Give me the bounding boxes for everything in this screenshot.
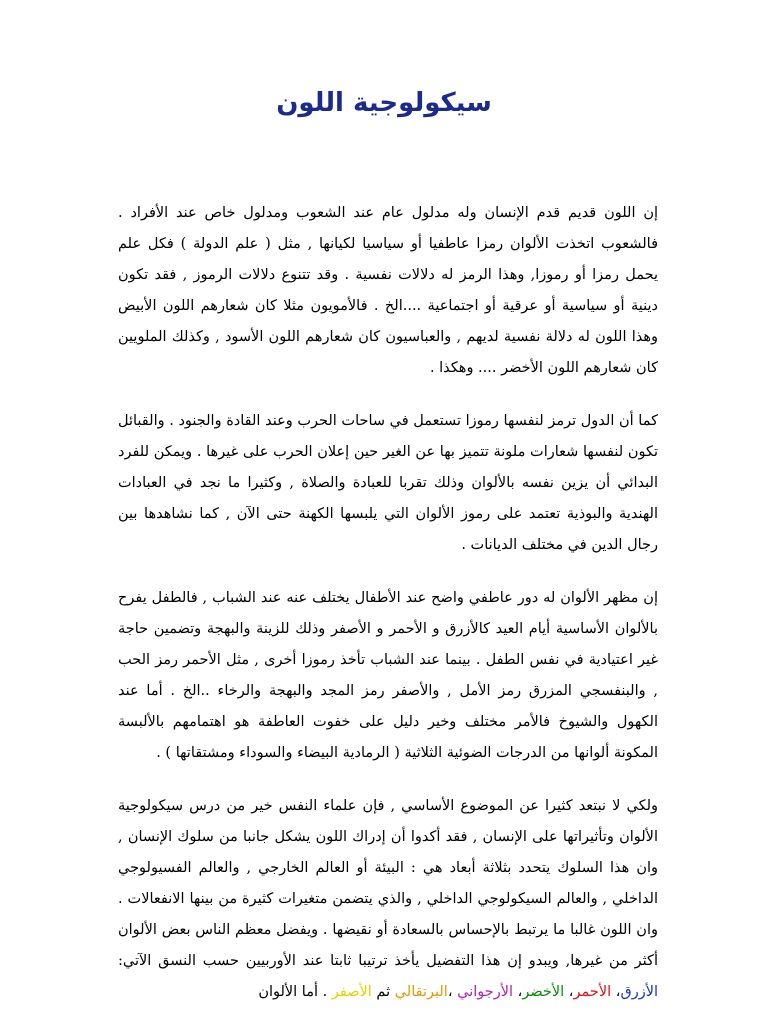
paragraph-4-tail: . أما الألوان	[258, 984, 332, 1000]
paragraph-1: إن اللون قديم قدم الإنسان وله مدلول عام عند الشعوب ومدلول خاص عند الأفراد . فالشعوب اتخذت الألوان رمزا عاطفيا أو سياسيا لكيانها , مثل ( علم الدولة ) فكل علم يحمل رمزا أو رموزا, وهذا الرمز له دلالات نفسية . وقد تتنوع دلالات الرموز , فقد تكون دينية أو سياسية أو عرقية أو اجتماعية ....الخ . فالأمويون مثلا كان شعارهم اللون الأبيض وهذا اللون له دلالة نفسية لديهم , والعباسيون كان شعارهم اللون الأسود , وكذلك الملويين كان شعارهم اللون الأخضر .... وهكذا .	[118, 205, 658, 376]
color-word-orange: البرتقالي	[394, 984, 448, 1000]
paragraph-3: إن مظهر الألوان له دور عاطفي واضح عند الأطفال يختلف عنه عند الشباب , فالطفل يفرح بالألوان الأساسية أيام العيد كالأزرق و الأحمر و الأصفر وذلك للزينة والبهجة وتضمين حاجة غير اعتيادية في نفس الطفل . بينما عند الشباب تأخذ رموزا أخرى , مثل الأحمر رمز الحب , والبنفسجي المزرق رمز الأمل , والأصفر رمز المجد والبهجة والرخاء ..الخ . أما عند الكهول والشيوخ فالأمر مختلف وخير دليل على خفوت العاطفة هو اهتمامهم بالألبسة المكونة ألوانها من الدرجات الضوئية الثلاثية ( الرمادية البيضاء والسوداء ومشتقاتها ) .	[118, 590, 658, 761]
separator: ،	[564, 984, 574, 1000]
separator: ثم	[371, 984, 395, 1000]
paragraph-4-text: ولكي لا نبتعد كثيرا عن الموضوع الأساسي , فإن علماء النفس خير من درس سيكولوجية الألوان وتأثيراتها على الإنسان , فقد أكدوا أن إدراك اللون يشكل جانبا من سلوك الإنسان , وان هذا السلوك يتحدد بثلاثة أبعاد هي : البيئة أو العالم الخارجي , والعالم الفسيولوجي الداخلي , والعالم السيكولوجي الداخلي , والذي يتضمن متغيرات كثيرة من بينها الانفعالات . وان اللون غالبا ما يرتبط بالإحساس بالسعادة أو نقيضها . ويفضل معظم الناس بعض الألوان أكثر من غيرها, ويبدو إن هذا التفضيل يأخذ ترتيبا ثابتا عند الأوربيين حسب النسق الآتي:	[118, 798, 658, 969]
document-title: سيكولوجية اللون	[276, 88, 492, 118]
separator: ،	[611, 984, 621, 1000]
color-word-yellow: الأصفر	[331, 984, 372, 1000]
color-word-blue: الأزرق	[620, 984, 658, 1000]
paragraph-4	[118, 791, 658, 1008]
document-body	[118, 198, 658, 1030]
color-word-purple: الأرجواني	[457, 984, 514, 1000]
separator: ،	[513, 984, 523, 1000]
color-word-red: الأحمر	[573, 984, 612, 1000]
separator: ،	[447, 984, 458, 1000]
paragraph-2: كما أن الدول ترمز لنفسها رموزا تستعمل في ساحات الحرب وعند القادة والجنود . والقبائل تكون لنفسها شعارات ملونة تتميز بها عن الغير حين إعلان الحرب على غيرها . ويمكن للفرد البدائي أن يزين نفسه بالألوان وذلك تقربا للعبادة والصلاة , وكثيرا ما نجد في العبادات الهندية والبوذية تعتمد على رموز الألوان التي يلبسها الكهنة حتى الآن , كما نشاهدها بين رجال الدين في مختلف الديانات .	[118, 413, 658, 553]
color-word-green: الأخضر	[522, 984, 565, 1000]
